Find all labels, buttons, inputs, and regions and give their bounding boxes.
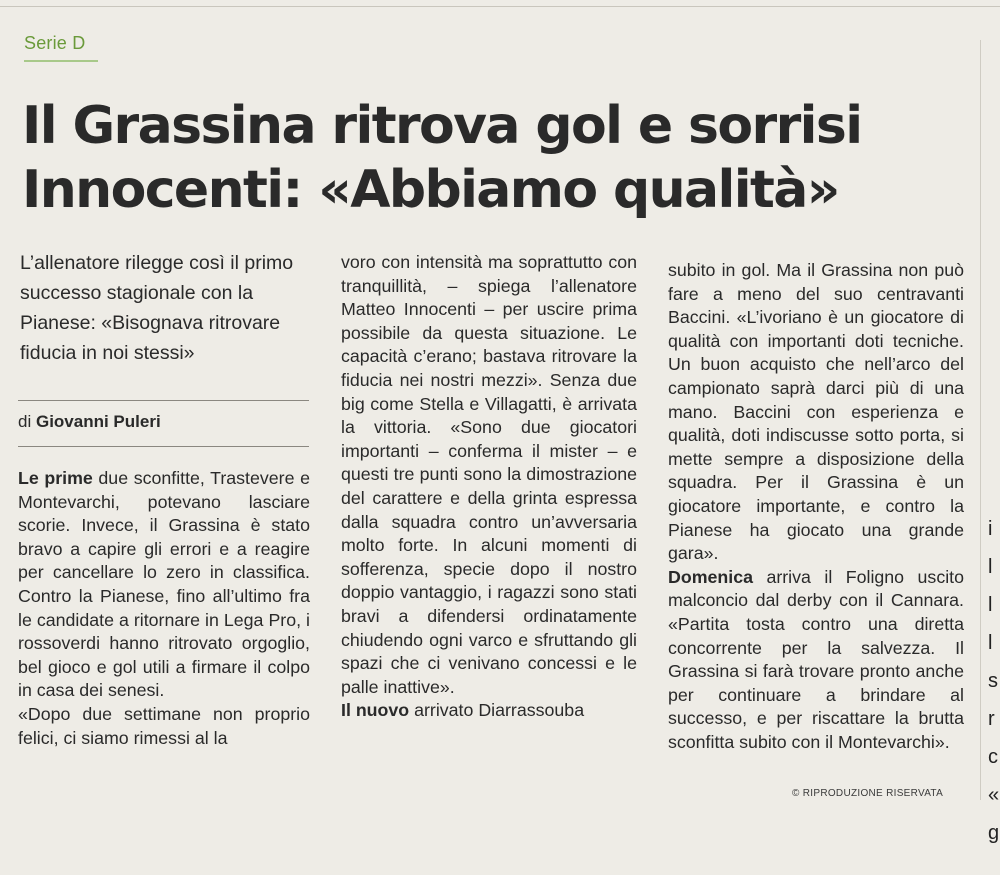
article-column-1	[18, 467, 310, 750]
paragraph-3-text: arrivato Diarrassouba	[409, 700, 585, 721]
byline-bottom-rule	[18, 446, 309, 447]
headline	[22, 94, 982, 222]
paragraph-4	[668, 566, 964, 755]
byline-top-rule	[18, 400, 309, 401]
top-divider	[0, 6, 1000, 7]
paragraph-1	[18, 467, 310, 703]
paragraph-4-text: arriva il Foligno uscito malconcio dal derby con il Cannara. «Partita tosta contro una diretta concorrente per la salvezza. Il Grassina si farà trovare pronto anche per continuare a brindare al successo, e per riscattare la brutta sconfitta subito con il Montevarchi».	[668, 566, 964, 752]
paragraph-2-start: «Dopo due settimane non proprio felici, ci siamo rimessi al la	[18, 703, 310, 748]
copyright-credit: © RIPRODUZIONE RISERVATA	[792, 788, 944, 799]
paragraph-1-lead: Le prime	[18, 468, 93, 488]
paragraph-3-start	[341, 699, 637, 723]
paragraph-3-lead: Il nuovo	[341, 700, 410, 721]
adjacent-article-text: i l l l s r c « g	[988, 518, 1000, 844]
section-underline	[24, 60, 98, 62]
byline-prefix: di	[18, 412, 36, 431]
subtitle: L’allenatore rilegge così il primo successo stagionale con la Pianese: «Bisognava ritrovare fiducia in noi stessi»	[20, 252, 294, 364]
article-column-3	[668, 259, 964, 754]
paragraph-4-lead: Domenica	[668, 566, 753, 587]
article-column-2	[341, 251, 637, 723]
byline-author: Giovanni Puleri	[35, 412, 161, 431]
headline-line-1: Il Grassina ritrova gol e sorrisi	[22, 96, 862, 156]
paragraph-2-continued: voro con intensità ma soprattutto con tranquillità, – spiega l’allenatore Matteo Innocenti – per uscire prima possibile da questa situazione. Le capacità c’erano; bastava ritrovare la fiducia nei nostri mezzi». Senza due big come Stella e Villagatti, è arrivata la vittoria. «Sono due giocatori importanti – conferma il mister – e questi tre punti sono la dimostrazione del carattere e della grinta espressa dalla squadra contro un’avversaria molto forte. In alcuni momenti di sofferenza, specie dopo il nostro doppio vantaggio, i ragazzi sono stati bravi a difendersi ordinatamente chiudendo ogni varco e sfruttando gli spazi che ci venivano concessi e le palle inattive».	[341, 252, 637, 697]
paragraph-1-text: due sconfitte, Trastevere e Montevarchi, potevano lasciare scorie. Invece, il Grassina è stato bravo a capire gli errori e a reagire per cancellare lo zero in classifica. Contro la Pianese, fino all’ultimo fra le candidate a ritornare in Lega Pro, i rossoverdi hanno ritrovato orgoglio, bel gioco e gol utili a firmare il colpo in casa dei senesi.	[18, 468, 310, 701]
byline	[18, 412, 161, 432]
adjacent-article-fragment	[988, 40, 1000, 860]
paragraph-3-continued: subito in gol. Ma il Grassina non può fare a meno del suo centravanti Baccini. «L’ivoriano è un giocatore di qualità con importanti doti tecniche. Un buon acquisto che nell’arco del campionato saprà darci più di una mano. Baccini con esperienza e qualità, doti indiscusse sotto porta, si mette sempre a disposizione della squadra. Per il Grassina è un giocatore importante, e contro la Pianese ha giocato una grande gara».	[668, 260, 964, 564]
headline-line-2: Innocenti: «Abbiamo qualità»	[22, 160, 839, 220]
section-label: Serie D	[24, 33, 86, 53]
